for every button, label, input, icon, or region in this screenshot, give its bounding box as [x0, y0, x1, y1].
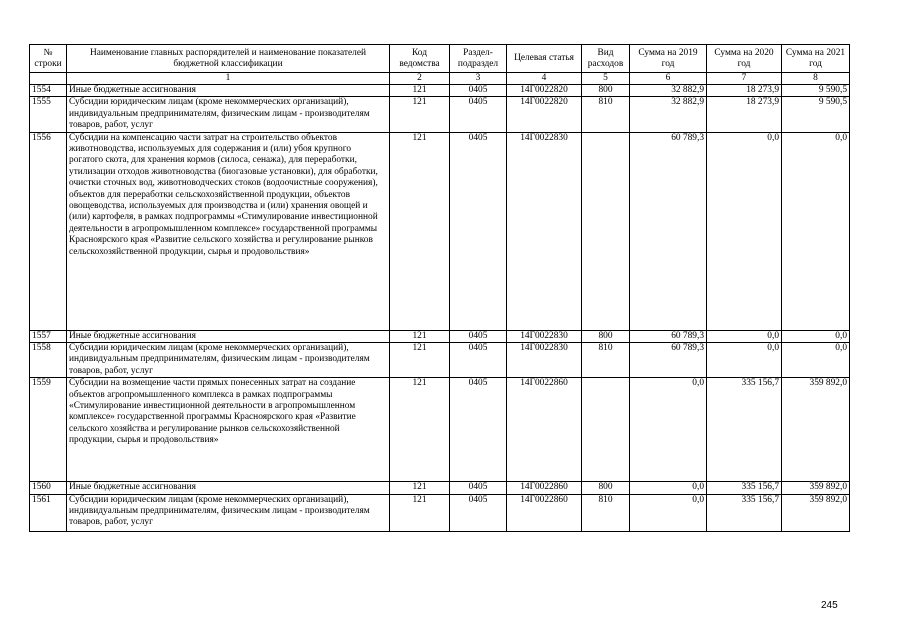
header-sum-2020: Сумма на 2020 год: [707, 45, 782, 73]
row-number: 1554: [30, 85, 67, 97]
budget-table: [29, 44, 850, 532]
page-number: 245: [821, 600, 838, 611]
header-row-number: № строки: [30, 45, 67, 73]
row-dept-code: 121: [390, 330, 450, 342]
row-sum-2020: 0,0: [707, 343, 782, 378]
row-section: 0405: [450, 378, 507, 482]
row-sum-2019: 0,0: [630, 482, 707, 494]
row-number: 1555: [30, 97, 67, 132]
row-number: 1559: [30, 378, 67, 482]
row-section: 0405: [450, 482, 507, 494]
row-target-article: 14Г0022860: [507, 378, 582, 482]
table-row: [30, 494, 850, 531]
row-expense-type: 800: [582, 330, 630, 342]
row-name: Субсидии на компенсацию части затрат на строительство объектов животноводства, используемых для содержания и (или) убоя крупного рогатого скота, для хранения кормов (силоса, сенажа), для переработки, утилизации отходов животноводства (биогазовые установки), для обработки, очистки сточных вод, животноводческих стоков (водоочистные сооружения), объектов для переработки сельскохозяйственной продукции, объектов овощеводства, используемых для производства и (или) хранения овощей и (или) картофеля, в рамках подпрограммы «Стимулирование инвестиционной деятельности в агропромышленном комплексе» государственной программы Красноярского края «Развитие сельского хозяйства и регулирование рынков сельскохозяйственной продукции, сырья и продовольствия»: [67, 132, 390, 330]
row-expense-type: 800: [582, 85, 630, 97]
column-number: 3: [450, 73, 507, 85]
row-sum-2019: 0,0: [630, 378, 707, 482]
row-dept-code: 121: [390, 494, 450, 531]
row-number: 1556: [30, 132, 67, 330]
row-sum-2021: 0,0: [782, 132, 850, 330]
row-target-article: 14Г0022830: [507, 330, 582, 342]
row-sum-2021: 359 892,0: [782, 482, 850, 494]
row-expense-type: 810: [582, 494, 630, 531]
header-row: [30, 45, 850, 73]
row-sum-2020: 18 273,9: [707, 85, 782, 97]
row-name: Субсидии юридическим лицам (кроме некоммерческих организаций), индивидуальным предпринимателям, физическим лицам - производителям товаров, работ, услуг: [67, 97, 390, 132]
table-row: [30, 132, 850, 330]
header-expense-type: Вид расходов: [582, 45, 630, 73]
row-section: 0405: [450, 85, 507, 97]
row-dept-code: 121: [390, 343, 450, 378]
row-expense-type: [582, 378, 630, 482]
row-number: 1560: [30, 482, 67, 494]
table-body: [30, 85, 850, 532]
row-name: Иные бюджетные ассигнования: [67, 85, 390, 97]
row-section: 0405: [450, 343, 507, 378]
row-expense-type: 810: [582, 97, 630, 132]
table-row: [30, 85, 850, 97]
row-number: 1561: [30, 494, 67, 531]
row-name: Иные бюджетные ассигнования: [67, 330, 390, 342]
row-sum-2021: 0,0: [782, 343, 850, 378]
header-target-article: Целевая статья: [507, 45, 582, 73]
header-sum-2021: Сумма на 2021 год: [782, 45, 850, 73]
row-sum-2020: 18 273,9: [707, 97, 782, 132]
row-target-article: 14Г0022830: [507, 343, 582, 378]
table-row: [30, 343, 850, 378]
row-target-article: 14Г0022820: [507, 97, 582, 132]
row-expense-type: 810: [582, 343, 630, 378]
column-number: 2: [390, 73, 450, 85]
row-target-article: 14Г0022830: [507, 132, 582, 330]
row-sum-2019: 60 789,3: [630, 343, 707, 378]
row-sum-2021: 9 590,5: [782, 97, 850, 132]
row-section: 0405: [450, 494, 507, 531]
header-section: Раздел-подраздел: [450, 45, 507, 73]
row-sum-2019: 32 882,9: [630, 97, 707, 132]
row-target-article: 14Г0022820: [507, 85, 582, 97]
row-dept-code: 121: [390, 132, 450, 330]
column-number: 5: [582, 73, 630, 85]
row-section: 0405: [450, 97, 507, 132]
row-dept-code: 121: [390, 85, 450, 97]
row-section: 0405: [450, 330, 507, 342]
row-dept-code: 121: [390, 97, 450, 132]
row-dept-code: 121: [390, 482, 450, 494]
row-name: Иные бюджетные ассигнования: [67, 482, 390, 494]
row-sum-2019: 60 789,3: [630, 132, 707, 330]
header-sum-2019: Сумма на 2019 год: [630, 45, 707, 73]
column-number: 8: [782, 73, 850, 85]
row-sum-2020: 335 156,7: [707, 482, 782, 494]
column-number: 4: [507, 73, 582, 85]
row-sum-2021: 359 892,0: [782, 378, 850, 482]
row-section: 0405: [450, 132, 507, 330]
header-name: Наименование главных распорядителей и наименование показателей бюджетной классификации: [67, 45, 390, 73]
row-sum-2021: 359 892,0: [782, 494, 850, 531]
row-sum-2021: 9 590,5: [782, 85, 850, 97]
table-row: [30, 97, 850, 132]
table-row: [30, 330, 850, 342]
table-row: [30, 482, 850, 494]
row-number: 1558: [30, 343, 67, 378]
row-expense-type: 800: [582, 482, 630, 494]
row-sum-2020: 335 156,7: [707, 378, 782, 482]
column-number: 7: [707, 73, 782, 85]
row-sum-2020: 0,0: [707, 132, 782, 330]
row-number: 1557: [30, 330, 67, 342]
column-number: 1: [67, 73, 390, 85]
column-number: [30, 73, 67, 85]
row-sum-2019: 0,0: [630, 494, 707, 531]
row-name: Субсидии юридическим лицам (кроме некоммерческих организаций), индивидуальным предпринимателям, физическим лицам - производителям товаров, работ, услуг: [67, 343, 390, 378]
row-sum-2020: 335 156,7: [707, 494, 782, 531]
column-number-row: [30, 73, 850, 85]
row-sum-2020: 0,0: [707, 330, 782, 342]
row-dept-code: 121: [390, 378, 450, 482]
row-name: Субсидии на возмещение части прямых понесенных затрат на создание объектов агропромышленного комплекса в рамках подпрограммы «Стимулирование инвестиционной деятельности в агропромышленном комплексе» государственной программы Красноярского края «Развитие сельского хозяйства и регулирование рынков сельскохозяйственной продукции, сырья и продовольствия»: [67, 378, 390, 482]
row-target-article: 14Г0022860: [507, 494, 582, 531]
row-target-article: 14Г0022860: [507, 482, 582, 494]
row-name: Субсидии юридическим лицам (кроме некоммерческих организаций), индивидуальным предпринимателям, физическим лицам - производителям товаров, работ, услуг: [67, 494, 390, 531]
column-number: 6: [630, 73, 707, 85]
row-sum-2019: 32 882,9: [630, 85, 707, 97]
row-sum-2021: 0,0: [782, 330, 850, 342]
table-row: [30, 378, 850, 482]
header-dept-code: Код ведомства: [390, 45, 450, 73]
row-sum-2019: 60 789,3: [630, 330, 707, 342]
row-expense-type: [582, 132, 630, 330]
